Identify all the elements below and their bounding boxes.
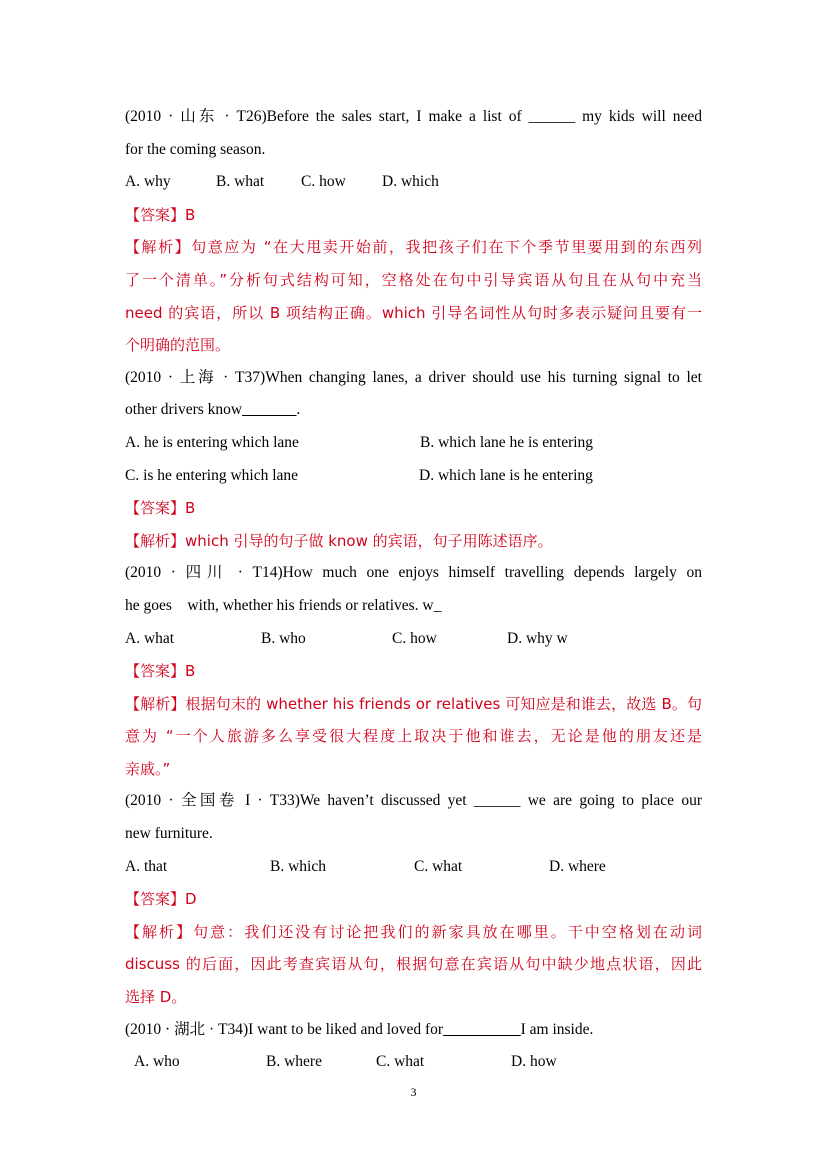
answer-2: 【答案】B [125,499,196,518]
answer-blank: __________ [443,1020,521,1038]
option-a: A. who [134,1053,180,1071]
analysis-3-line-1: 【解析】根据句末的 whether his friends or relatives 可知应是和谁去，故选 B。句 [125,694,702,713]
analysis-4-line-2: discuss 的后面，因此考查宾语从句，根据句意在宾语从句中缺少地点状语，因此 [125,955,702,974]
option-b: B. which lane he is entering [420,433,594,451]
option-a: A. why [125,173,171,191]
question-5-text-end: I am inside. [520,1020,594,1038]
question-3-line-1: (2010 · 四川 · T14)How much one enjoys himself travelling depends largely on [125,564,702,582]
question-2-text: other drivers know [125,401,243,419]
option-d: D. why w [507,629,568,647]
option-a: A. he is entering which lane [125,433,299,451]
analysis-1-line-3: need 的宾语，所以 B 项结构正确。which 引导名词性从句时多表示疑问且要有一 [125,303,702,322]
question-5-text: (2010 · 湖北 · T34)I want to be liked and loved for [125,1020,444,1038]
question-2-period: . [296,401,301,419]
analysis-3-line-3: 亲戚。” [125,759,171,778]
option-c: C. how [392,629,437,647]
answer-blank: _______ [242,401,297,419]
option-b: B. which [270,857,326,875]
question-1-line-1: (2010 · 山东 · T26)Before the sales start, I make a list of ______ my kids will need [125,108,702,125]
question-3-line-2: he goes with, whether his friends or relatives. w_ [125,596,442,614]
analysis-4-line-3: 选择 D。 [125,988,187,1007]
option-c: C. how [301,173,346,191]
option-d: D. which [382,173,439,191]
question-5-options [125,1046,702,1079]
question-3-options [125,623,702,656]
option-c: C. what [376,1053,425,1071]
analysis-4-line-1: 【解析】句意：我们还没有讨论把我们的新家具放在哪里。干中空格划在动词 [125,922,702,941]
analysis-2-line-1: 【解析】which 引导的句子做 know 的宾语，句子用陈述语序。 [125,531,553,550]
analysis-1-line-2: 了一个清单。”分析句式结构可知，空格处在句中引导宾语从句且在从句中充当 [125,270,702,289]
question-2-options-row-2 [125,460,702,493]
option-d: D. how [511,1053,557,1071]
question-4-options [125,851,702,884]
option-a: A. that [125,857,168,875]
question-1-options [125,166,702,199]
question-2-line-2 [125,394,702,427]
option-b: B. where [266,1053,322,1071]
option-d: D. which lane is he entering [419,466,593,484]
analysis-1-line-4: 个明确的范围。 [125,336,231,355]
question-2-line-1: (2010 · 上海 · T37)When changing lanes, a driver should use his turning signal to let [125,368,702,386]
answer-4: 【答案】D [125,890,197,909]
option-b: B. what [216,173,265,191]
option-a: A. what [125,629,175,647]
question-5-line-1 [125,1014,702,1047]
answer-1: 【答案】B [125,205,196,224]
option-c: C. is he entering which lane [125,466,299,484]
answer-3: 【答案】B [125,662,196,681]
option-c: C. what [414,857,463,875]
analysis-1-line-1: 【解析】句意应为 “在大甩卖开始前，我把孩子们在下个季节里要用到的东西列 [125,238,702,257]
question-1-line-2: for the coming season. [125,140,266,158]
document-page [125,101,702,1079]
page-number: 3 [410,1085,417,1099]
option-b: B. who [261,629,306,647]
question-4-line-1: (2010 · 全国卷 I · T33)We haven’t discussed yet ______ we are going to place our [125,792,702,810]
analysis-3-line-2: 意为 “一个人旅游多么享受很大程度上取决于他和谁去，无论是他的朋友还是 [125,727,702,746]
question-4-line-2: new furniture. [125,825,213,843]
option-d: D. where [549,857,606,875]
question-2-options-row-1 [125,427,702,460]
